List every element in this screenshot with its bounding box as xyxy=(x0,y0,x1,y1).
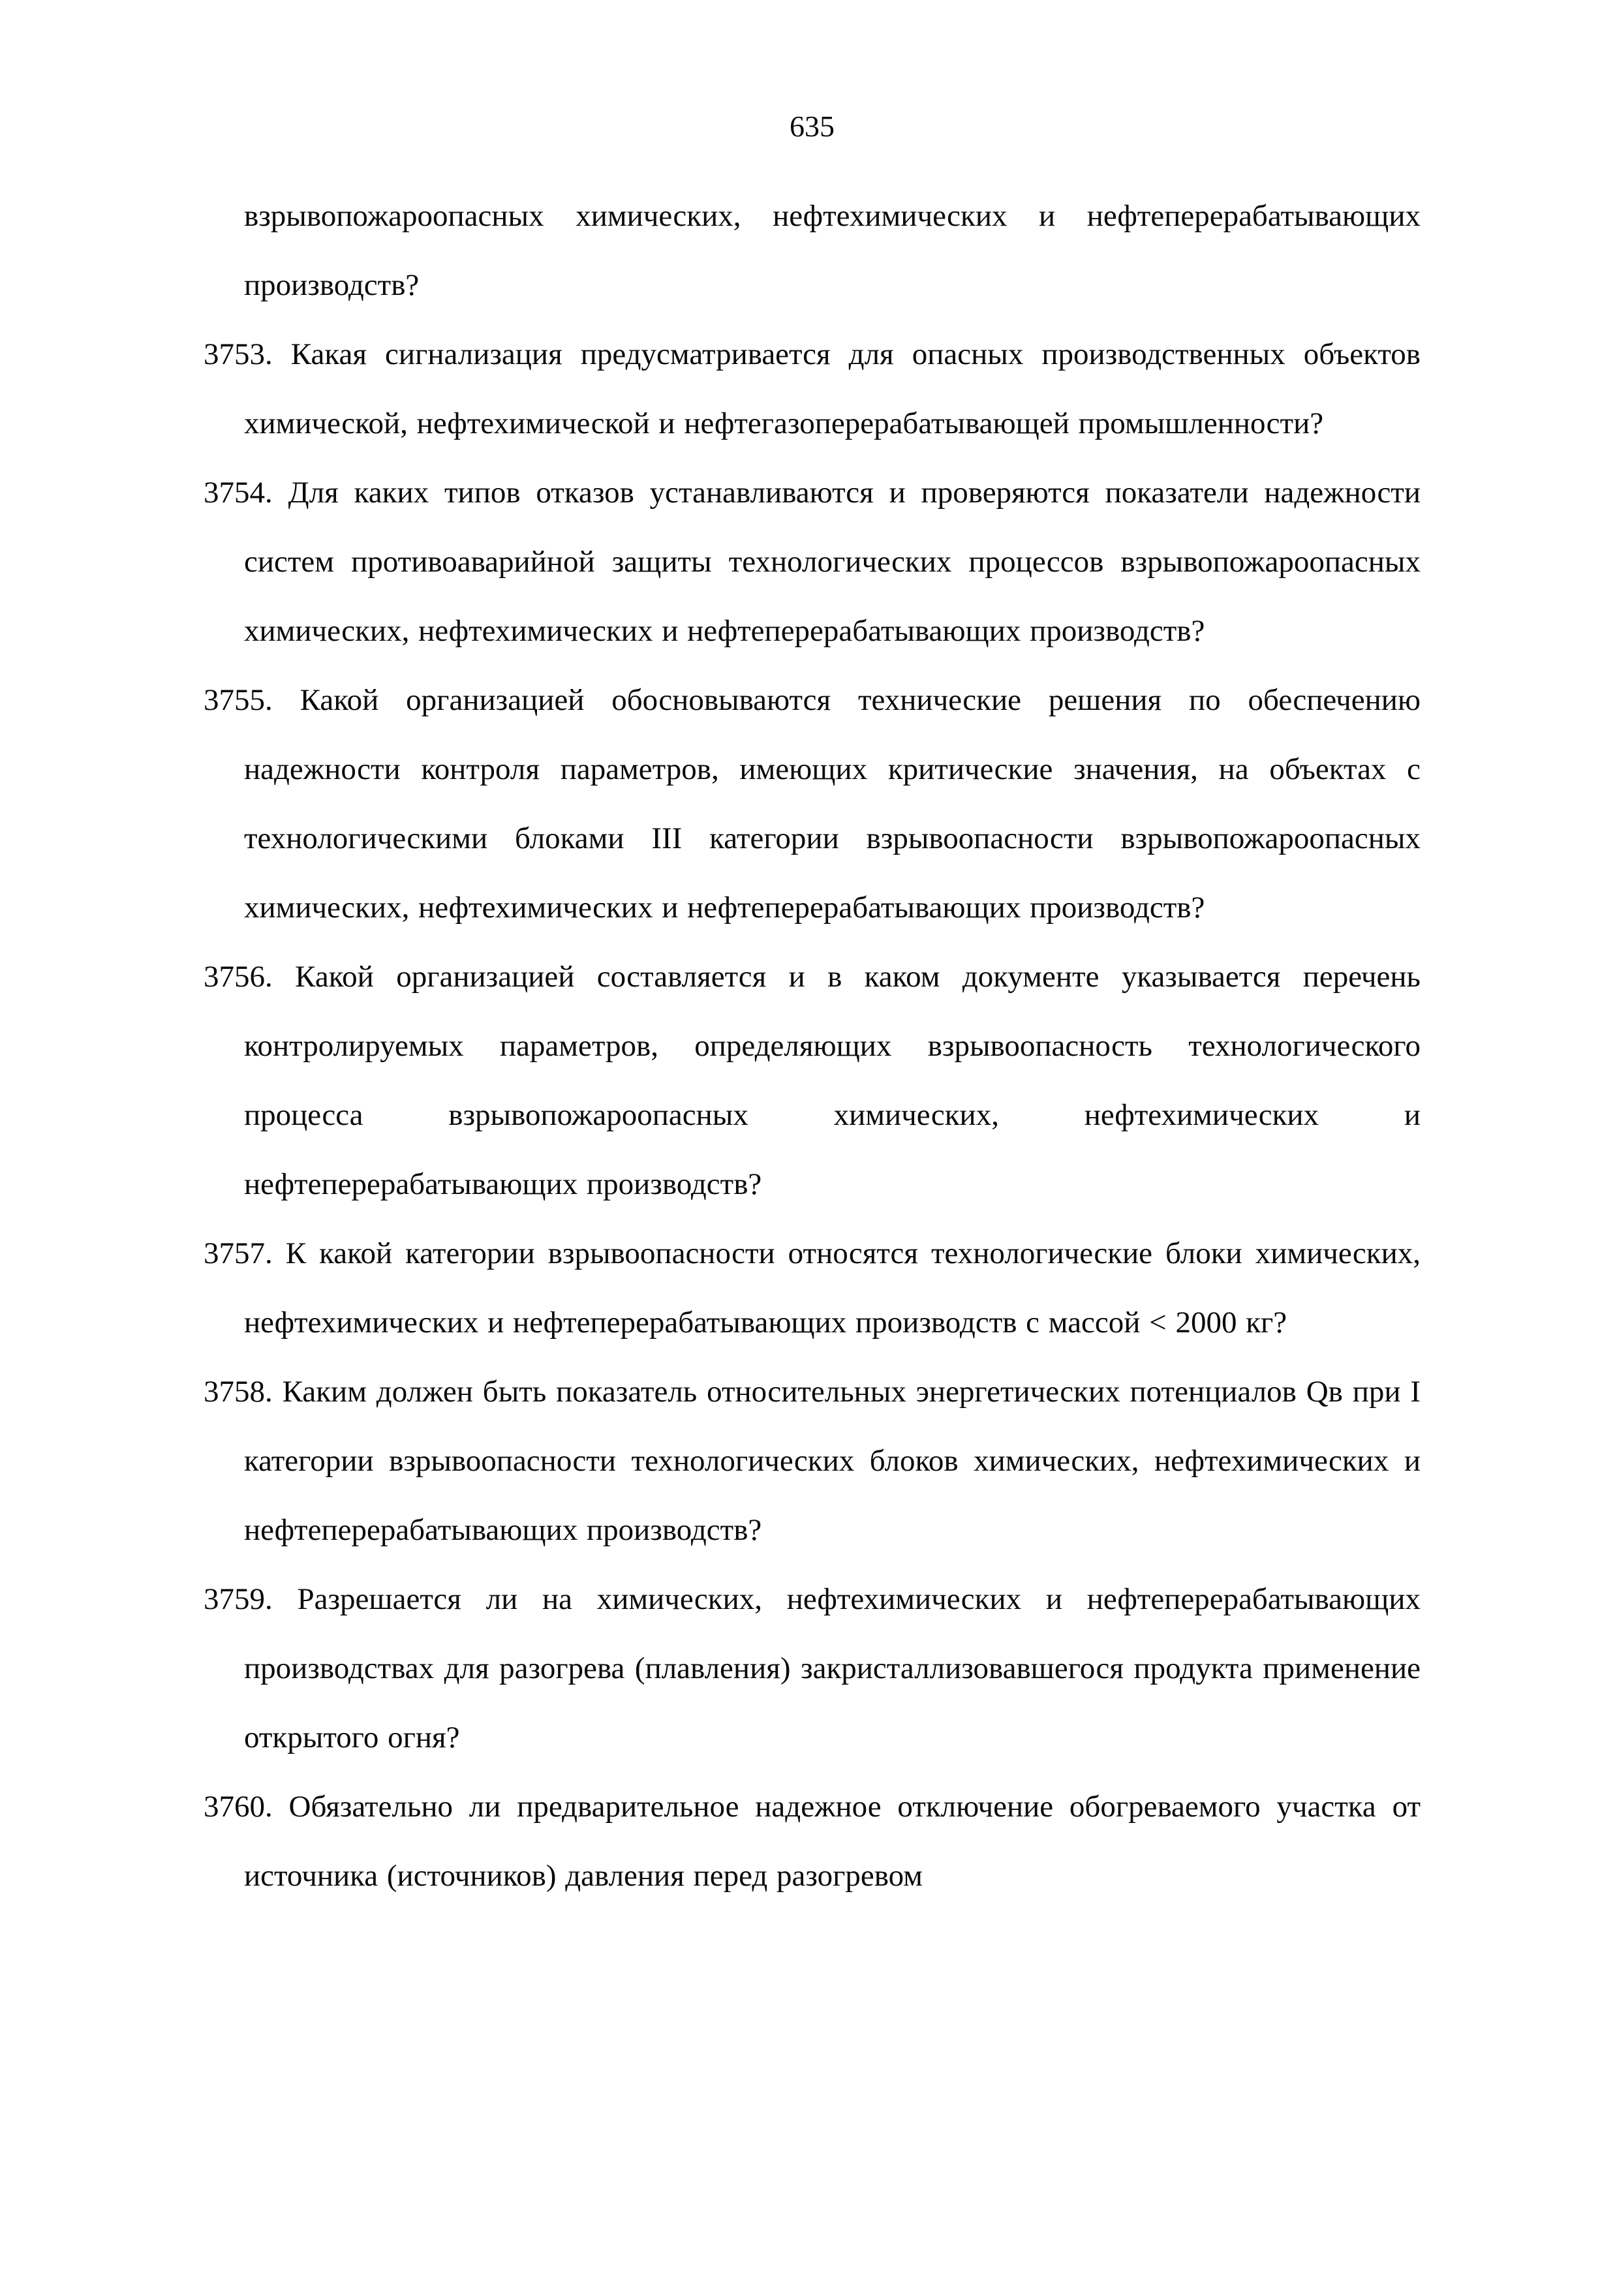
question-number: 3760. xyxy=(204,1790,273,1824)
question-item xyxy=(204,1357,1421,1565)
question-item xyxy=(204,1565,1421,1772)
question-item xyxy=(204,320,1421,458)
question-text: Какая сигнализация предусматривается для опасных производственных объектов химической, нефтехимической и нефтегазоперерабатывающей промышленности? xyxy=(244,337,1421,440)
question-number: 3757. xyxy=(204,1236,273,1270)
question-number: 3759. xyxy=(204,1582,273,1616)
question-text: Для каких типов отказов устанавливаются и проверяются показатели надежности систем противоаварийной защиты технологических процессов взрывопожароопасных химических, нефтехимических и нефтеперерабатывающих производств? xyxy=(244,476,1421,648)
question-list xyxy=(204,181,1421,1910)
question-number: 3755. xyxy=(204,683,273,717)
question-text: Какой организацией обосновываются технические решения по обеспечению надежности контроля параметров, имеющих критические значения, на объектах с технологическими блоками III категории взрывоопасности взрывопожароопасных химических, нефтехимических и нефтеперерабатывающих производств? xyxy=(244,683,1421,925)
question-text: Обязательно ли предварительное надежное отключение обогреваемого участка от источника (источников) давления перед разогревом xyxy=(244,1790,1421,1893)
question-text: Каким должен быть показатель относительных энергетических потенциалов Qв при I категории взрывоопасности технологических блоков химических, нефтехимических и нефтеперерабатывающих производств? xyxy=(244,1375,1421,1547)
question-item-continuation xyxy=(204,181,1421,320)
question-text: Разрешается ли на химических, нефтехимических и нефтеперерабатывающих производствах для разогрева (плавления) закристаллизовавшегося продукта применение открытого огня? xyxy=(244,1582,1421,1754)
question-text: К какой категории взрывоопасности относятся технологические блоки химических, нефтехимических и нефтеперерабатывающих производств с массой < 2000 кг? xyxy=(244,1236,1421,1339)
page-number: 635 xyxy=(790,110,835,143)
question-item xyxy=(204,666,1421,942)
question-item xyxy=(204,942,1421,1219)
question-number: 3756. xyxy=(204,960,273,994)
question-number: 3753. xyxy=(204,337,273,371)
question-item xyxy=(204,1219,1421,1357)
question-text: Какой организацией составляется и в каком документе указывается перечень контролируемых параметров, определяющих взрывоопасность технологического процесса взрывопожароопасных химических, нефтехимических и нефтеперерабатывающих производств? xyxy=(244,960,1421,1201)
question-item xyxy=(204,458,1421,666)
question-text: взрывопожароопасных химических, нефтехимических и нефтеперерабатывающих производств? xyxy=(244,199,1421,302)
question-number: 3758. xyxy=(204,1375,273,1409)
question-item xyxy=(204,1772,1421,1910)
question-number: 3754. xyxy=(204,476,273,510)
